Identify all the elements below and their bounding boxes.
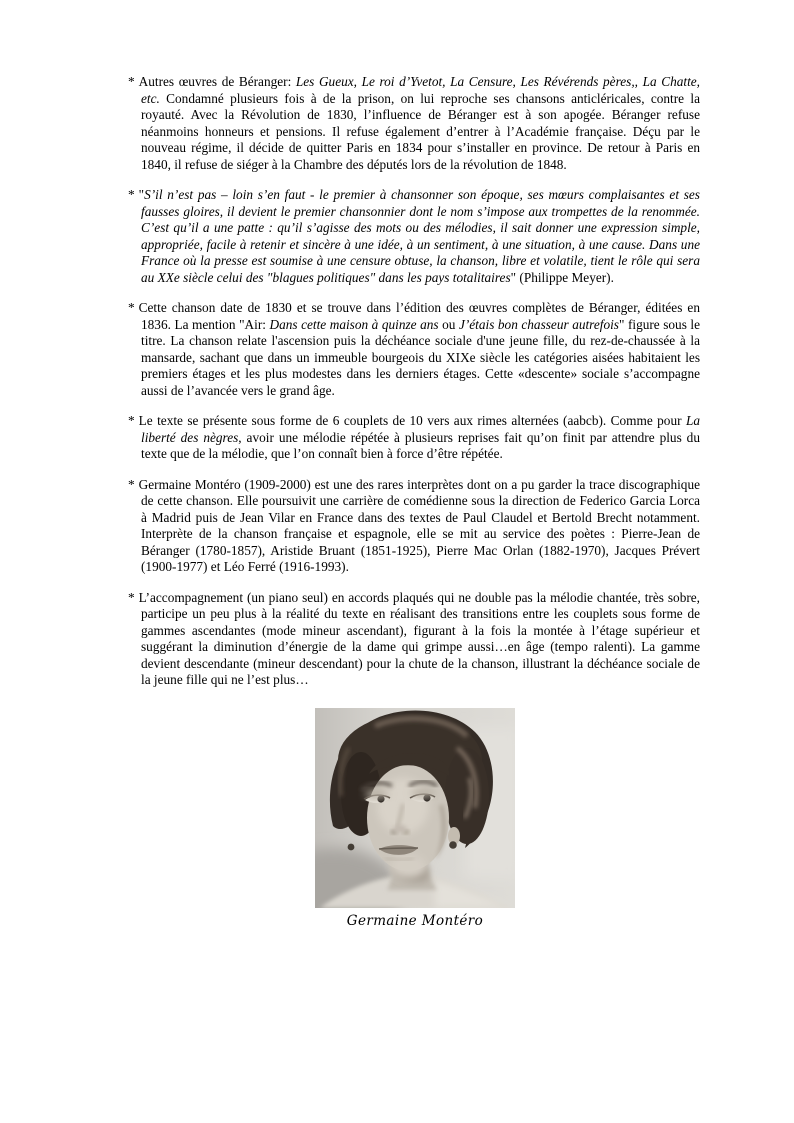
text-run: La liberté des nègres	[141, 413, 700, 445]
bullet-marker: *	[128, 413, 135, 428]
text-run: "	[138, 187, 145, 202]
bullet-marker: *	[128, 589, 135, 605]
text-run: Germaine Montéro (1909-2000) est une des rares interprètes dont on a pu garder la trace discographique de cette chanson. Elle poursuivit une carrière de comédienne sous la direction de Federico Garcia Lorca à Madrid puis de Jean Vilar en France dans des textes de Paul Claudel et Bertold Brecht notamment. Interprète de la chanson française et espagnole, elle se mit au service des poètes : Pierre-Jean de Béranger (1780-1857), Aristide Bruant (1851-1925), Pierre Mac Orlan (1882-1970), Jacques Prévert (1900-1977) et Léo Ferré (1916-1993).	[138, 476, 700, 574]
text-run: , avoir une mélodie répétée à plusieurs reprises fait qu’on finit par attendre plus du texte que de la mélodie, que l’on connaît bien à force d’être répétée.	[141, 429, 700, 461]
photo-caption: Germaine Montéro	[346, 913, 484, 929]
bullet-marker: *	[128, 74, 135, 89]
bullet-paragraph-3	[128, 300, 700, 399]
text-run: " figure sous le titre. La chanson relate l'ascension puis la déchéance sociale d'une jeune fille, du rez-de-chaussée à la mansarde, sachant que dans un immeuble bourgeois du XIXe siècle les catégories aisées habitaient les premiers étages et les plus modestes dans les derniers étages. Cette «descente» sociale s’accompagne aussi de l’avancée vers le grand âge.	[141, 316, 700, 398]
text-run: Dans cette maison à quinze ans	[269, 316, 439, 332]
bullet-paragraph-4	[128, 413, 700, 463]
bullet-paragraph-6	[128, 590, 700, 689]
text-run: Condamné plusieurs fois à de la prison, on lui reproche ses chansons anticléricales, contre la royauté. Avec la Révolution de 1830, l’influence de Béranger est à son apogée. Béranger refuse néanmoins honneurs et pensions. Il refuse également d’entrer à l’Académie française. Déçu par le nouveau régime, il décide de quitter Paris en 1834 pour s’installer en province. De retour à Paris en 1840, il refuse de siéger à la Chambre des députés lors de la révolution de 1848.	[141, 90, 700, 172]
text-run: J’étais bon chasseur autrefois	[458, 316, 619, 332]
bullet-marker: *	[128, 476, 135, 492]
text-run: S’il n’est pas – loin s’en faut - le premier à chansonner son époque, ses mœurs complaisantes et ses fausses gloires, il devient le premier chansonnier dont le nom s’impose aux trompettes de la renommée. C’est qu’il a une patte : qu’il s’agisse des mots ou des mélodies, il sait donner une expression simple, appropriée, facile à retenir et sincère à une idée, à un sentiment, à une situation, à une cause. Dans une France où la presse est soumise à une censure obtuse, la chanson, libre et volatile, tient le rôle qui sera au XXe siècle celui des "blagues politiques" dans les pays totalitaires	[141, 187, 700, 285]
germaine-montero-photo	[315, 708, 515, 908]
text-run: Autres œuvres de Béranger:	[138, 74, 296, 89]
bullet-marker: *	[128, 187, 135, 202]
text-run: L’accompagnement (un piano seul) en accords plaqués qui ne double pas la mélodie chantée, très sobre, participe un peu plus à la réalité du texte en réalisant des transitions entre les couplets sous forme de gammes ascendantes (mode mineur ascendant), figurant à la fois la montée à l’étage supérieur et suggérant la diminution d’énergie de la dame qui grimpe aussi…en âge (tempo ralenti). La gamme devient descendante (mineur descendant) pour la chute de la chanson, illustrant la déchéance sociale de la jeune fille qui ne l’est plus…	[138, 589, 700, 687]
bullet-paragraph-2	[128, 187, 700, 286]
bullet-paragraph-1	[128, 74, 700, 173]
text-run: " (Philippe Meyer).	[510, 269, 614, 285]
bullet-marker: *	[128, 300, 135, 315]
text-run: Le texte se présente sous forme de 6 couplets de 10 vers aux rimes alternées (aabcb). Comme pour	[138, 413, 686, 428]
text-run: Les Gueux, Le roi d’Yvetot, La Censure, Les Révérends pères,, La Chatte, etc.	[141, 74, 700, 106]
text-block	[128, 74, 700, 703]
portrait-illustration	[315, 708, 515, 908]
text-run: Cette chanson date de 1830 et se trouve dans l’édition des œuvres complètes de Béranger, éditées en 1836. La mention "Air:	[138, 300, 700, 332]
text-run: ou	[438, 316, 459, 332]
portrait-figure	[315, 708, 515, 929]
bullet-paragraph-5	[128, 477, 700, 576]
